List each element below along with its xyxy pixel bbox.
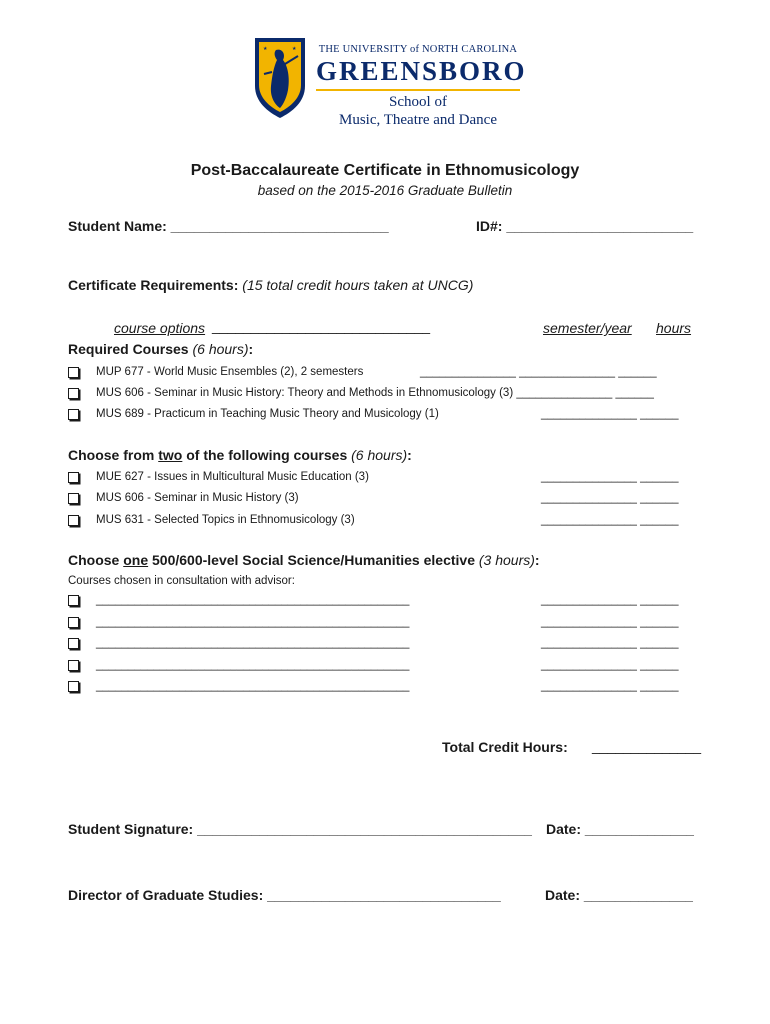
course-mus631-label: MUS 631 - Selected Topics in Ethnomusicology (3) (96, 514, 355, 526)
logo-school-line1: School of (389, 94, 447, 110)
requirements-line (68, 277, 473, 293)
choose-two-emph: two (158, 447, 183, 463)
minerva-shield-icon (252, 34, 308, 120)
elective-course-field-5[interactable]: _________________________________________________ (96, 680, 410, 692)
logo-divider (316, 89, 520, 91)
elective-emph: one (123, 552, 149, 568)
elective-hours: (3 hours) (478, 552, 535, 568)
checkbox-mue627[interactable] (68, 472, 79, 483)
elective-suffix: 500/600-level Social Science/Humanities elective (148, 552, 475, 568)
required-courses-heading (68, 341, 253, 357)
university-logo (252, 34, 527, 134)
logo-university-text: THE UNIVERSITY of NORTH CAROLINA (318, 44, 518, 55)
choose-two-colon: : (407, 447, 412, 463)
director-signature-date[interactable]: Date: ______________ (545, 887, 693, 903)
page-subtitle: based on the 2015-2016 Graduate Bulletin (257, 183, 513, 198)
course-mus606-history-blanks[interactable]: _______________ ______ (541, 492, 679, 504)
elective-course-field-2[interactable]: _________________________________________________ (96, 615, 410, 628)
elective-note: Courses chosen in consultation with advisor: (68, 575, 295, 587)
choose-two-prefix: Choose from (68, 447, 159, 463)
course-mus631-blanks[interactable]: _______________ ______ (541, 514, 679, 526)
page-title: Post-Baccalaureate Certificate in Ethnomusicology (190, 162, 580, 179)
checkbox-elective-1[interactable] (68, 595, 79, 606)
requirements-note: (15 total credit hours taken at UNCG) (242, 277, 474, 293)
checkbox-elective-4[interactable] (68, 660, 79, 671)
course-mue627-blanks[interactable]: _______________ ______ (541, 471, 679, 483)
course-options-header: course options (114, 320, 206, 336)
checkbox-elective-5[interactable] (68, 681, 79, 692)
total-credit-hours-label: Total Credit Hours: (442, 739, 568, 755)
required-heading-text: Required Courses (68, 341, 189, 357)
elective-colon: : (534, 552, 540, 568)
elective-heading (68, 552, 540, 568)
required-hours: (6 hours) (192, 341, 249, 357)
svg-text:★: ★ (263, 46, 268, 52)
required-colon: : (248, 341, 254, 357)
choose-two-hours: (6 hours) (351, 447, 408, 463)
elective-blanks-5[interactable]: _______________ ______ (541, 680, 679, 692)
elective-course-field-1[interactable]: _________________________________________________ (96, 594, 410, 606)
semester-year-header: semester/year (543, 320, 632, 336)
checkbox-mus606-history[interactable] (68, 493, 79, 504)
checkbox-elective-3[interactable] (68, 638, 79, 649)
svg-text:★: ★ (292, 46, 297, 52)
total-credit-hours-field[interactable]: ______________ (592, 738, 702, 754)
checkbox-mup677[interactable] (68, 367, 79, 378)
course-options-rule: ____________________________ (212, 318, 431, 334)
choose-two-suffix: of the following courses (182, 447, 348, 463)
course-mus606-history-label: MUS 606 - Seminar in Music History (3) (96, 492, 299, 504)
checkbox-mus689[interactable] (68, 409, 79, 420)
student-signature-date[interactable]: Date: ______________ (546, 821, 694, 837)
logo-campus-text: GREENSBORO (316, 56, 527, 86)
checkbox-elective-2[interactable] (68, 617, 79, 628)
course-mup677-label: MUP 677 - World Music Ensembles (2), 2 semesters (96, 366, 364, 378)
elective-course-field-3[interactable]: _________________________________________________ (96, 637, 410, 649)
elective-blanks-2[interactable]: _______________ ______ (541, 615, 679, 628)
requirements-label: Certificate Requirements: (68, 277, 239, 293)
director-signature-field[interactable]: Director of Graduate Studies: ______________________________ (68, 887, 501, 903)
elective-blanks-4[interactable]: _______________ ______ (541, 658, 679, 671)
hours-header: hours (656, 320, 692, 336)
choose-two-heading (68, 447, 412, 463)
student-id-field[interactable]: ID#: ________________________ (476, 218, 694, 234)
course-mup677-blanks[interactable]: _______________ _______________ ______ (420, 366, 657, 378)
student-signature-field[interactable]: Student Signature: ___________________________________________ (68, 821, 532, 837)
elective-prefix: Choose (68, 552, 124, 568)
course-mus689-label: MUS 689 - Practicum in Teaching Music Theory and Musicology (1) (96, 408, 439, 420)
course-mue627-label: MUE 627 - Issues in Multicultural Music Education (3) (96, 471, 369, 483)
student-name-field[interactable]: Student Name: ____________________________ (68, 218, 389, 234)
course-mus606-methods-label: MUS 606 - Seminar in Music History: Theory and Methods in Ethnomusicology (3) _______________ ______ (96, 387, 654, 399)
elective-blanks-3[interactable]: _______________ ______ (541, 637, 679, 649)
checkbox-mus631[interactable] (68, 515, 79, 526)
elective-blanks-1[interactable]: _______________ ______ (541, 594, 679, 606)
logo-school-line2: Music, Theatre and Dance (339, 112, 497, 128)
checkbox-mus606-methods[interactable] (68, 388, 79, 399)
course-mus689-blanks[interactable]: _______________ ______ (541, 408, 679, 420)
elective-course-field-4[interactable]: _________________________________________________ (96, 658, 410, 671)
